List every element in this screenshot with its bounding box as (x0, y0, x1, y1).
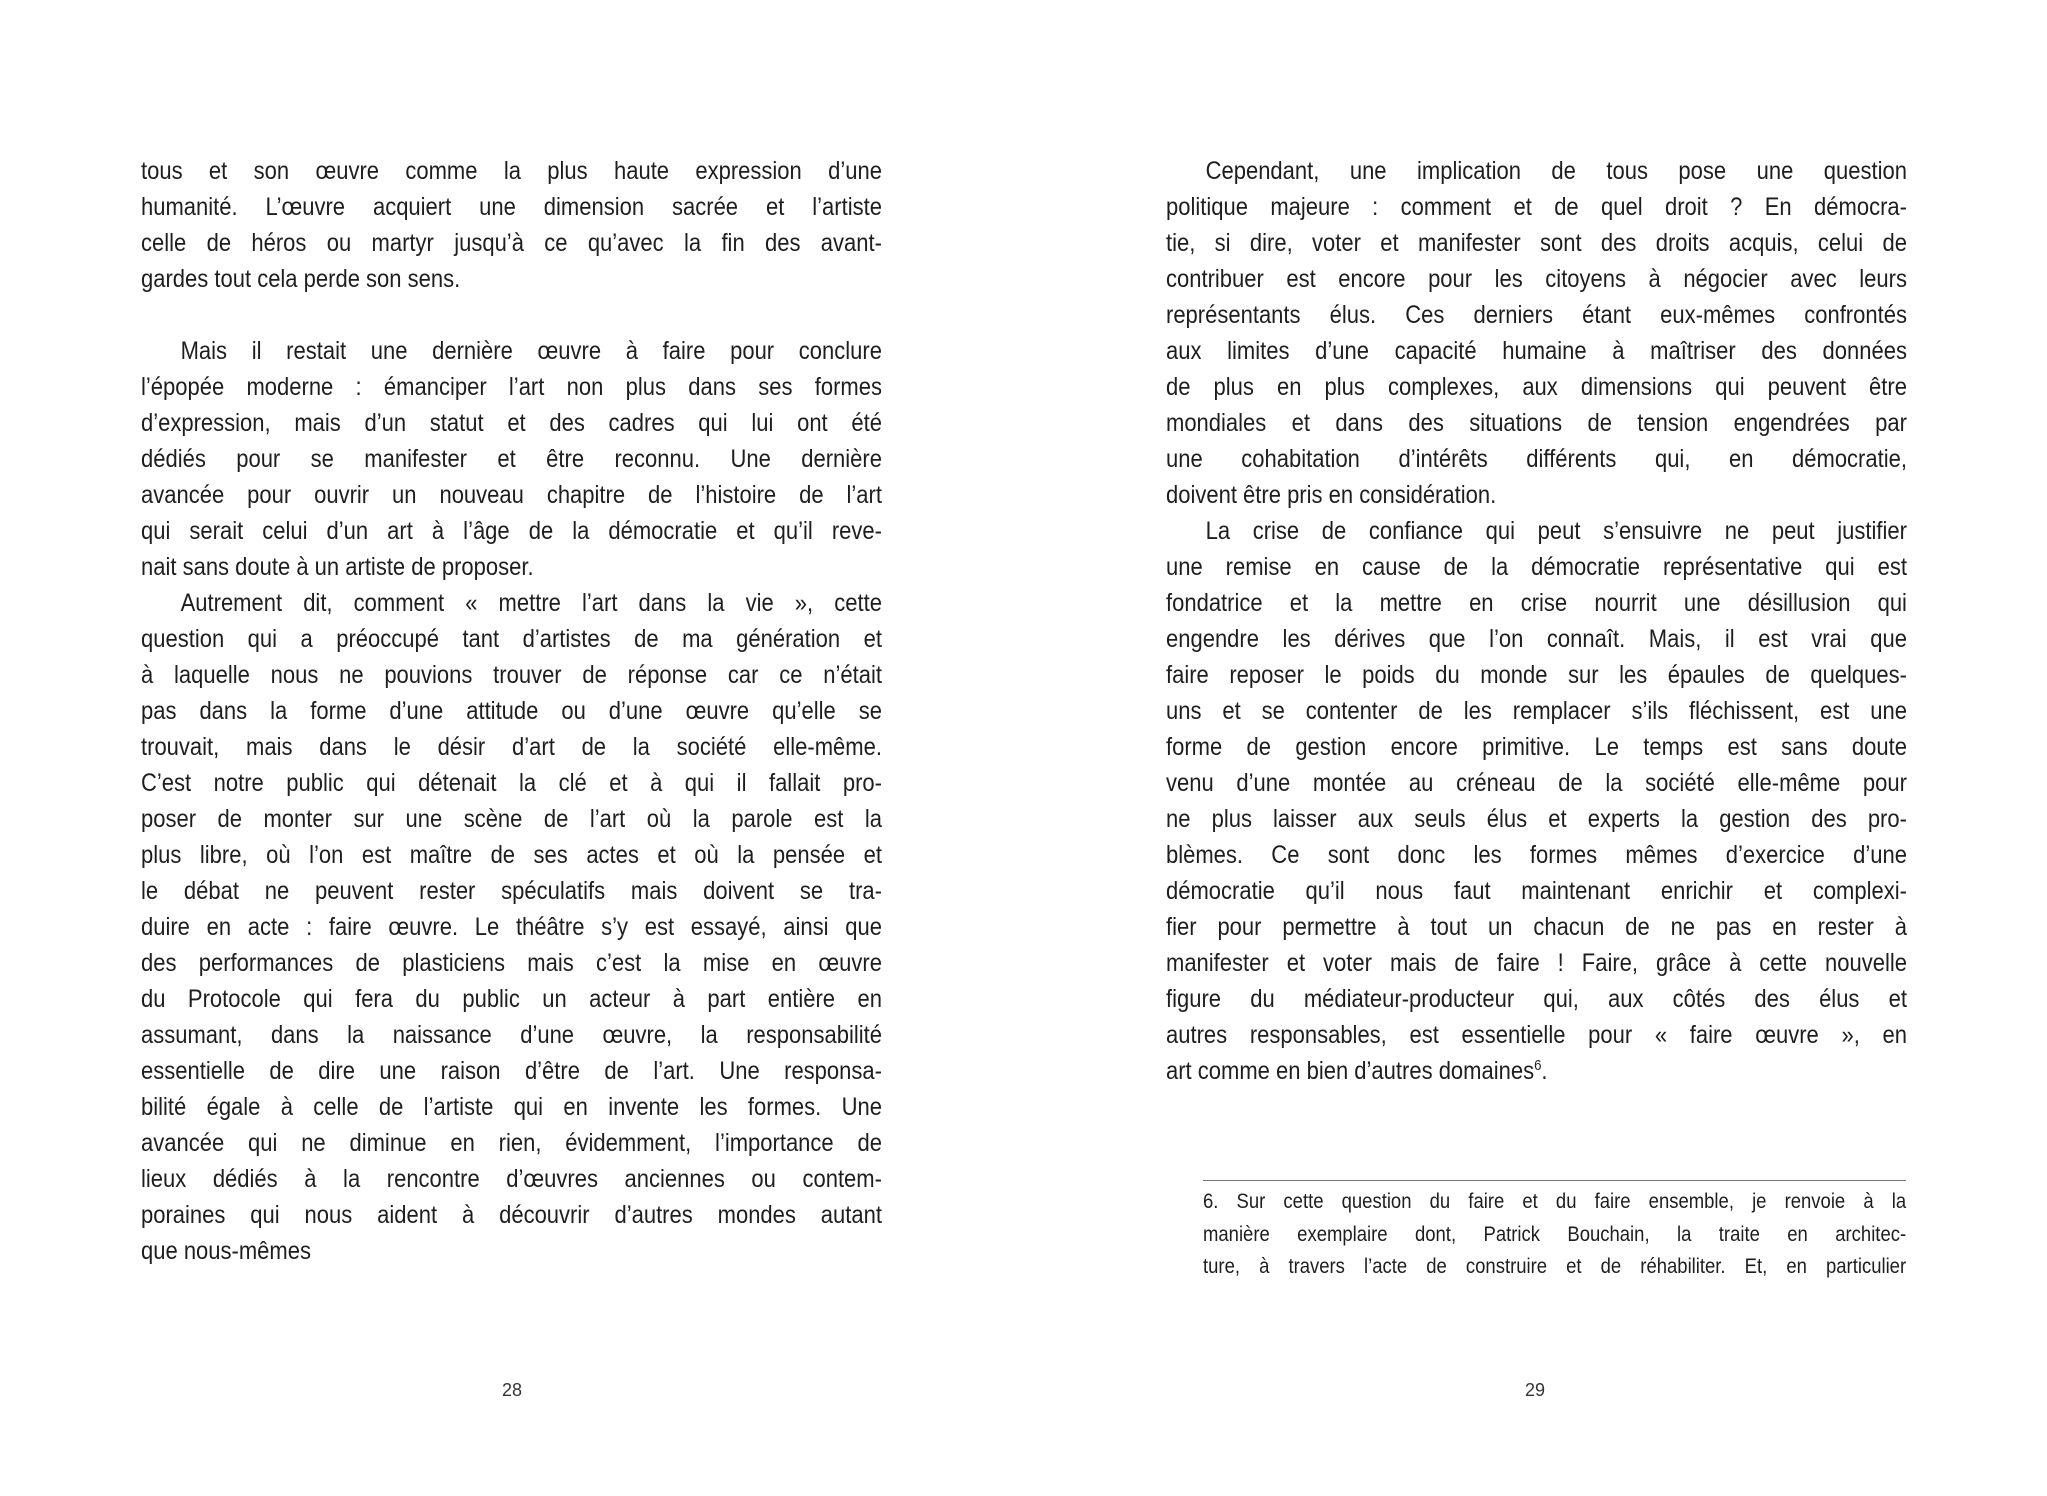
line-text: C’est notre public qui détenait la clé et à qui il fallait pro- (141, 769, 882, 797)
text-line (141, 1125, 882, 1161)
page-number-right: 29 (1524, 1380, 1546, 1400)
footnote (1203, 1186, 1906, 1284)
line-text: fier pour permettre à tout un chacun de ne pas en rester à (1166, 913, 1907, 941)
text-line (141, 441, 882, 477)
line-text: doivent être pris en considération. (1166, 481, 1497, 509)
text-line (1166, 333, 1907, 369)
text-line (141, 765, 882, 801)
text-line (1166, 261, 1907, 297)
text-line (1166, 657, 1907, 693)
footnote-divider (1203, 1180, 1906, 1181)
text-line (141, 585, 882, 621)
line-text: figure du médiateur-producteur qui, aux côtés des élus et (1166, 985, 1907, 1013)
text-line (141, 801, 882, 837)
text-line (141, 1233, 882, 1269)
text-line (1166, 369, 1907, 405)
line-text: celle de héros ou martyr jusqu’à ce qu’avec la fin des avant- (141, 229, 882, 257)
text-line (141, 405, 882, 441)
line-text: de plus en plus complexes, aux dimensions qui peuvent être (1166, 373, 1907, 401)
text-line (141, 909, 882, 945)
line-text: gardes tout cela perde son sens. (141, 265, 461, 293)
paragraph (141, 585, 882, 1269)
line-text: fondatrice et la mettre en crise nourrit une désillusion qui (1166, 589, 1907, 617)
line-text: aux limites d’une capacité humaine à maîtriser des données (1166, 337, 1907, 365)
line-text: blèmes. Ce sont donc les formes mêmes d’exercice d’une (1166, 841, 1907, 869)
paragraph (141, 153, 882, 297)
footnote-reference[interactable]: 6 (1534, 1057, 1542, 1074)
line-text: d’expression, mais d’un statut et des cadres qui lui ont été (141, 409, 882, 437)
text-line (141, 153, 882, 189)
line-text: démocratie qu’il nous faut maintenant enrichir et complexi- (1166, 877, 1907, 905)
line-text: contribuer est encore pour les citoyens à négocier avec leurs (1166, 265, 1907, 293)
line-text: Cependant, une implication de tous pose une question (1205, 157, 1907, 185)
text-line (141, 333, 882, 369)
text-line (1166, 981, 1907, 1017)
line-text: tie, si dire, voter et manifester sont des droits acquis, celui de (1166, 229, 1907, 257)
line-text: autres responsables, est essentielle pour « faire œuvre », en (1166, 1021, 1907, 1049)
line-text: Autrement dit, comment « mettre l’art dans la vie », cette (180, 589, 882, 617)
text-line (141, 873, 882, 909)
right-page-body (1166, 153, 1907, 1089)
text-line (141, 1089, 882, 1125)
text-line (141, 945, 882, 981)
line-text: dédiés pour se manifester et être reconnu. Une dernière (141, 445, 882, 473)
text-line (1166, 189, 1907, 225)
line-text: manifester et voter mais de faire ! Faire, grâce à cette nouvelle (1166, 949, 1907, 977)
text-line (1166, 549, 1907, 585)
text-line (1166, 477, 1907, 513)
line-text: une remise en cause de la démocratie représentative qui est (1166, 553, 1907, 581)
line-text: trouvait, mais dans le désir d’art de la société elle-même. (141, 733, 882, 761)
text-line (1166, 513, 1907, 549)
text-line (141, 1053, 882, 1089)
paragraph-gap (141, 297, 882, 333)
line-text: . (1541, 1057, 1548, 1085)
text-line (141, 477, 882, 513)
text-line (1166, 801, 1907, 837)
text-line (141, 225, 882, 261)
line-text: La crise de confiance qui peut s’ensuivre ne peut justifier (1205, 517, 1907, 545)
line-text: lieux dédiés à la rencontre d’œuvres anciennes ou contem- (141, 1165, 882, 1193)
text-line (1166, 225, 1907, 261)
footnote-line: ture, à travers l’acte de construire et de réhabiliter. Et, en particulier (1203, 1255, 1907, 1278)
text-line (141, 189, 882, 225)
line-text: du Protocole qui fera du public un acteur à part entière en (141, 985, 882, 1013)
line-text: des performances de plasticiens mais c’est la mise en œuvre (141, 949, 882, 977)
line-text: tous et son œuvre comme la plus haute expression d’une (141, 157, 882, 185)
footnote-line: 6. Sur cette question du faire et du faire ensemble, je renvoie à la (1203, 1190, 1907, 1213)
text-line (1166, 153, 1907, 189)
text-line (1166, 1053, 1907, 1089)
text-line (141, 1017, 882, 1053)
text-line (1166, 945, 1907, 981)
line-text: représentants élus. Ces derniers étant eux-mêmes confrontés (1166, 301, 1907, 329)
line-text: duire en acte : faire œuvre. Le théâtre s’y est essayé, ainsi que (141, 913, 882, 941)
line-text: engendre les dérives que l’on connaît. Mais, il est vrai que (1166, 625, 1907, 653)
line-text: plus libre, où l’on est maître de ses actes et où la pensée et (141, 841, 882, 869)
text-line (1166, 441, 1907, 477)
line-text: Mais il restait une dernière œuvre à faire pour conclure (180, 337, 882, 365)
line-text: question qui a préoccupé tant d’artistes de ma génération et (141, 625, 882, 653)
line-text: que nous-mêmes (141, 1237, 311, 1265)
line-text: politique majeure : comment et de quel droit ? En démocra- (1166, 193, 1907, 221)
line-text: avancée qui ne diminue en rien, évidemment, l’importance de (141, 1129, 882, 1157)
text-line (1166, 621, 1907, 657)
line-text: mondiales et dans des situations de tension engendrées par (1166, 409, 1907, 437)
paragraph (1166, 153, 1907, 513)
line-text: ne plus laisser aux seuls élus et experts la gestion des pro- (1166, 805, 1907, 833)
line-text: bilité égale à celle de l’artiste qui en invente les formes. Une (141, 1093, 882, 1121)
line-text: nait sans doute à un artiste de proposer. (141, 553, 534, 581)
line-text: assumant, dans la naissance d’une œuvre, la responsabilité (141, 1021, 882, 1049)
text-line (1166, 729, 1907, 765)
line-text: poser de monter sur une scène de l’art où la parole est la (141, 805, 882, 833)
page-number-left: 28 (501, 1380, 523, 1400)
line-text: avancée pour ouvrir un nouveau chapitre de l’histoire de l’art (141, 481, 882, 509)
text-line (141, 837, 882, 873)
text-line (141, 369, 882, 405)
text-line (141, 657, 882, 693)
line-text: uns et se contenter de les remplacer s’ils fléchissent, est une (1166, 697, 1907, 725)
text-line (141, 1161, 882, 1197)
footnote-line: manière exemplaire dont, Patrick Bouchain, la traite en architec- (1203, 1222, 1907, 1246)
text-line (141, 261, 882, 297)
paragraph (1166, 513, 1907, 1089)
text-line (141, 1197, 882, 1233)
line-text: pas dans la forme d’une attitude ou d’une œuvre qu’elle se (141, 697, 882, 725)
line-text: art comme en bien d’autres domaines (1166, 1057, 1535, 1085)
text-line (1166, 693, 1907, 729)
text-line (1166, 405, 1907, 441)
line-text: poraines qui nous aident à découvrir d’autres mondes autant (141, 1201, 882, 1229)
line-text: faire reposer le poids du monde sur les épaules de quelques- (1166, 661, 1907, 689)
line-text: une cohabitation d’intérêts différents qui, en démocratie, (1166, 445, 1907, 473)
left-page-body (141, 153, 882, 1269)
text-line (141, 513, 882, 549)
text-line (1166, 297, 1907, 333)
line-text: à laquelle nous ne pouvions trouver de réponse car ce n’était (141, 661, 882, 689)
text-line (1166, 765, 1907, 801)
text-line (1166, 909, 1907, 945)
line-text: forme de gestion encore primitive. Le temps est sans doute (1166, 733, 1907, 761)
line-text: le débat ne peuvent rester spéculatifs mais doivent se tra- (141, 877, 882, 905)
text-line (141, 621, 882, 657)
line-text: l’épopée moderne : émanciper l’art non plus dans ses formes (141, 373, 882, 401)
line-text: essentielle de dire une raison d’être de l’art. Une responsa- (141, 1057, 882, 1085)
line-text: venu d’une montée au créneau de la société elle-même pour (1166, 769, 1907, 797)
paragraph (141, 333, 882, 585)
text-line (1166, 1017, 1907, 1053)
text-line (141, 729, 882, 765)
text-line (1166, 873, 1907, 909)
text-line (141, 981, 882, 1017)
line-text: humanité. L’œuvre acquiert une dimension sacrée et l’artiste (141, 193, 882, 221)
text-line (1166, 837, 1907, 873)
text-line (141, 693, 882, 729)
text-line (141, 549, 882, 585)
line-text: qui serait celui d’un art à l’âge de la démocratie et qu’il reve- (141, 517, 882, 545)
text-line (1166, 585, 1907, 621)
